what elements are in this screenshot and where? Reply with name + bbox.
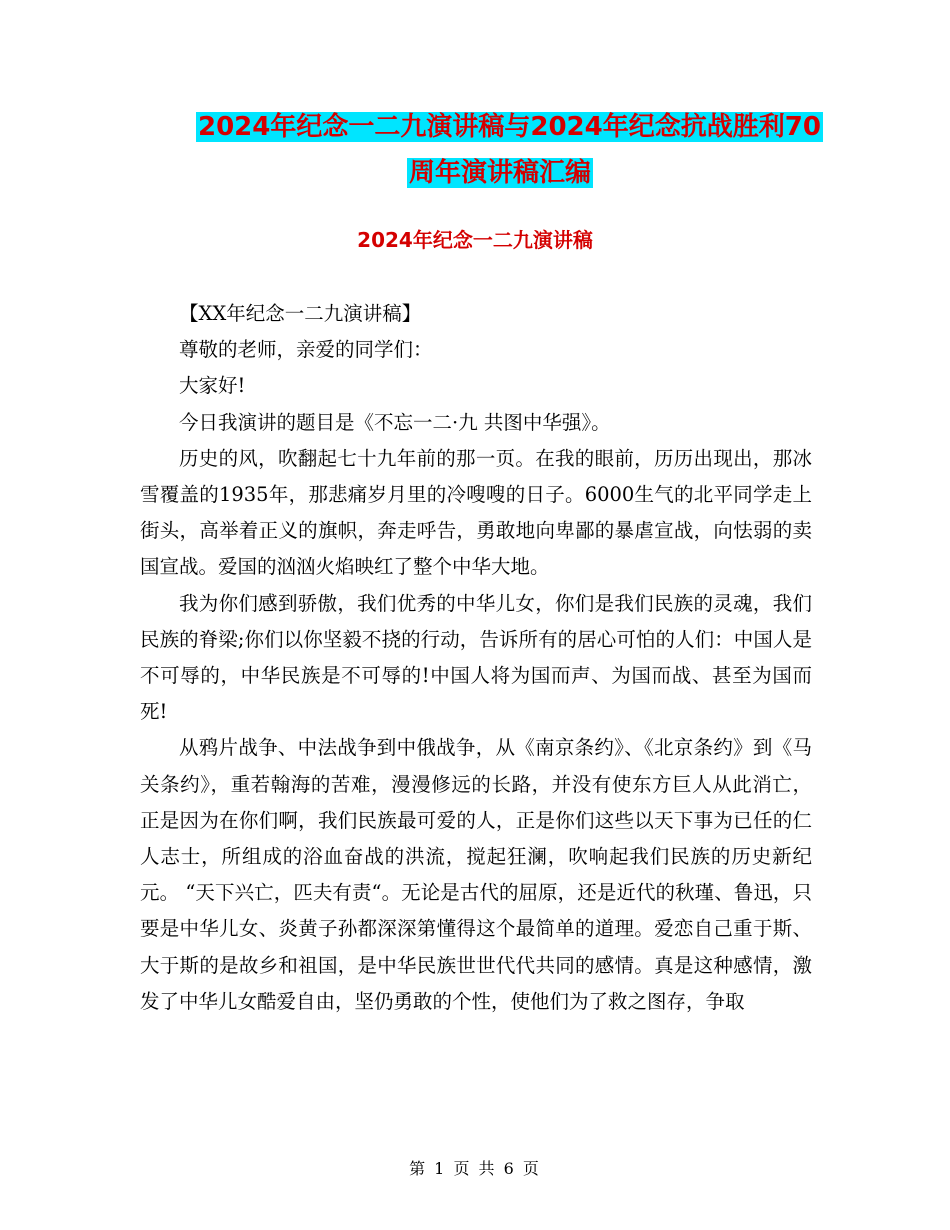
section-title: 2024年纪念一二九演讲稿	[357, 228, 593, 252]
paragraph: 从鸦片战争、中法战争到中俄战争，从《南京条约》、《北京条约》到《马关条约》，重若翰海的苦难，漫漫修远的长路，并没有使东方巨人从此消亡，正是因为在你们啊，我们民族最可爱的人，正是你们这些以天下事为已任的仁人志士，所组成的浴血奋战的洪流，搅起狂澜，吹响起我们民族的历史新纪元。 “天下兴亡，匹夫有责“。无论是古代的屈原，还是近代的秋瑾、鲁迅，只要是中华儿女、炎黄子孙都深深第懂得这个最简单的道理。爱恋自己重于斯、大于斯的是故乡和祖国，是中华民族世世代代共同的感情。真是这种感情，激发了中华儿女酷爱自由，坚仍勇敢的个性，使他们为了救之图存，争取	[140, 736, 812, 1013]
title-line-2: 周年演讲稿汇编	[408, 158, 591, 188]
paragraph: 历史的风，吹翻起七十九年前的那一页。在我的眼前，历历出现出，那冰雪覆盖的1935年，那悲痛岁月里的冷嗖嗖的日子。6000生气的北平同学走上街头，高举着正义的旗帜，奔走呼告，勇敢地向卑鄙的暴虐宣战，向怯弱的卖国宣战。爱国的汹汹火焰映红了整个中华大地。	[140, 446, 812, 579]
title-line-1: 2024年纪念一二九演讲稿与2024年纪念抗战胜利70	[198, 112, 821, 142]
paragraph: 我为你们感到骄傲，我们优秀的中华儿女，你们是我们民族的灵魂，我们民族的脊梁;你们以你坚毅不挠的行动，告诉所有的居心可怕的人们：中国人是不可辱的，中华民族是不可辱的!中国人将为国而声、为国而战、甚至为国而死!	[140, 591, 812, 724]
paragraph: 尊敬的老师，亲爱的同学们：	[179, 338, 433, 362]
page-number-footer: 第 1 页 共 6 页	[409, 1159, 541, 1178]
paragraph: 今日我演讲的题目是《不忘一二·九 共图中华强》。	[179, 410, 611, 434]
document-body	[140, 296, 812, 1020]
paragraph: 大家好!	[179, 374, 246, 398]
paragraph: 【XX年纪念一二九演讲稿】	[179, 302, 422, 325]
